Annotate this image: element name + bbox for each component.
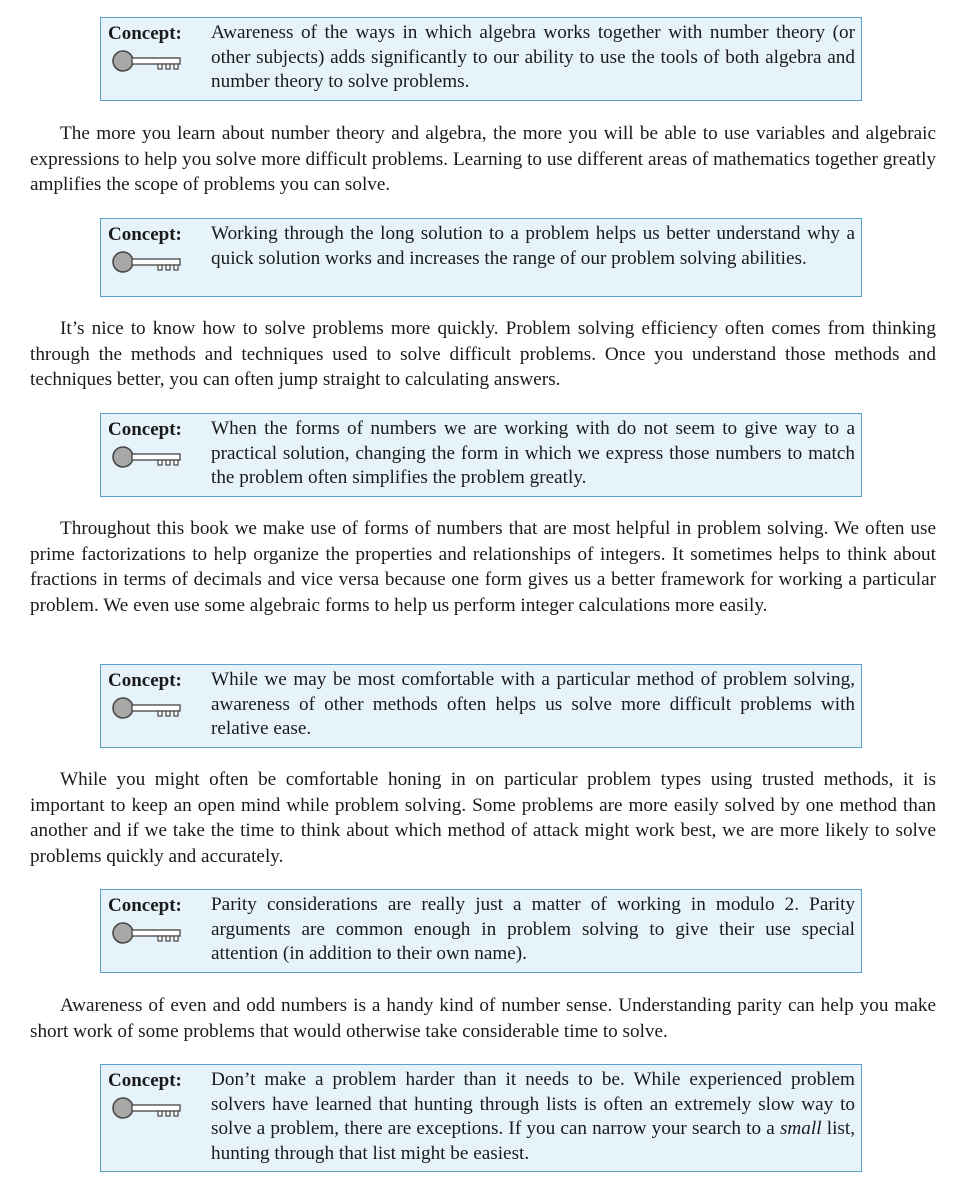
concept-box (100, 1064, 862, 1172)
body-paragraph: It’s nice to know how to solve problems more quickly. Problem solving efficiency often comes from thinking through the methods and techniques used to solve difficult problems. Once you understand those methods and techniques better, you can often jump straight to calculating answers. (30, 318, 936, 390)
concept-label: Concept: (108, 224, 182, 245)
key-icon (112, 445, 184, 469)
concept-header (108, 670, 208, 720)
concept-text: Parity considerations are really just a matter of working in modulo 2. Parity arguments are common enough in problem solving to give their use special attention (in addition to their own name). (211, 894, 855, 964)
concept-header (108, 1070, 208, 1120)
concept-label: Concept: (108, 895, 182, 916)
key-icon (112, 49, 184, 73)
body-paragraph: Awareness of even and odd numbers is a handy kind of number sense. Understanding parity can help you make short work of some problems that would otherwise take considerable time to solve. (30, 995, 936, 1042)
concept-text: Awareness of the ways in which algebra works together with number theory (or other subjects) adds significantly to our ability to use the tools of both algebra and number theory to solve problems. (211, 22, 855, 92)
body-paragraph: While you might often be comfortable honing in on particular problem types using trusted methods, it is important to keep an open mind while problem solving. Some problems are more easily solved by one method than another and if we take the time to think about which method of attack might work best, we are more likely to solve problems quickly and accurately. (30, 769, 936, 867)
concept-header (108, 895, 208, 945)
key-icon (112, 921, 184, 945)
concept-box (100, 413, 862, 497)
concept-text (211, 1068, 855, 1166)
concept-label: Concept: (108, 1070, 182, 1091)
concept-text-before: Don’t make a problem harder than it needs to be. While experienced problem solvers have learned that hunting through lists is often an extremely slow way to solve a problem, there are exceptions. If you can narrow your search to a (211, 1069, 855, 1139)
concept-text-after: list, hunting through that list might be easiest. (211, 1118, 855, 1164)
concept-text-emphasis: small (779, 1118, 822, 1139)
concept-label: Concept: (108, 23, 182, 44)
key-icon (112, 696, 184, 720)
concept-header (108, 419, 208, 469)
concept-box (100, 17, 862, 101)
key-icon (112, 250, 184, 274)
body-paragraph: Throughout this book we make use of forms of numbers that are most helpful in problem solving. We often use prime factorizations to help organize the properties and relationships of integers. It sometimes helps to think about fractions in terms of decimals and vice versa because one form gives us a better framework for working a particular problem. We even use some algebraic forms to help us perform integer calculations more easily. (30, 518, 936, 616)
concept-box (100, 664, 862, 748)
concept-label: Concept: (108, 670, 182, 691)
concept-box (100, 218, 862, 297)
concept-header (108, 23, 208, 73)
concept-text: Working through the long solution to a problem helps us better understand why a quick solution works and increases the range of our problem solving abilities. (211, 223, 855, 269)
key-icon (112, 1096, 184, 1120)
concept-box (100, 889, 862, 973)
concept-header (108, 224, 208, 274)
concept-text: While we may be most comfortable with a particular method of problem solving, awareness of other methods often helps us solve more difficult problems with relative ease. (211, 669, 855, 739)
concept-text: When the forms of numbers we are working with do not seem to give way to a practical solution, changing the form in which we express those numbers to match the problem often simplifies the problem greatly. (211, 418, 855, 488)
concept-label: Concept: (108, 419, 182, 440)
body-paragraph: The more you learn about number theory and algebra, the more you will be able to use variables and algebraic expressions to help you solve more difficult problems. Learning to use different areas of mathematics together greatly amplifies the scope of problems you can solve. (30, 123, 936, 195)
